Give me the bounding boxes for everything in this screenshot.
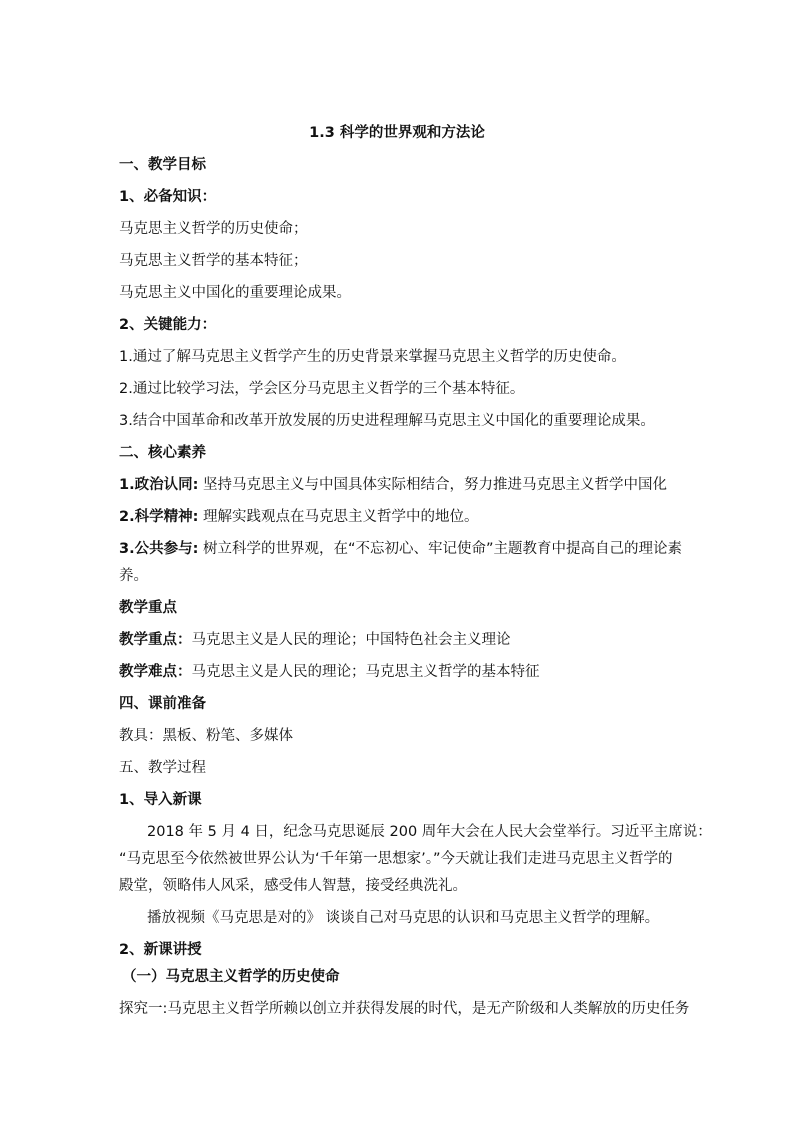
intro-paragraph-line: 2018 年 5 月 4 日，纪念马克思诞辰 200 周年大会在人民大会堂举行。习近平主席说： — [147, 824, 712, 840]
ability-item: 1.通过了解马克思主义哲学产生的历史背景来掌握马克思主义哲学的历史使命。 — [119, 349, 626, 365]
subheading-historical-mission: （一）马克思主义哲学的历史使命 — [122, 969, 340, 985]
knowledge-item: 马克思主义哲学的基本特征； — [119, 253, 308, 269]
difficult-point-label: 教学难点： — [119, 664, 192, 680]
section-heading-objectives: 一、教学目标 — [119, 157, 206, 173]
literacy-text: 理解实践观点在马克思主义哲学中的地位。 — [203, 509, 479, 525]
intro-paragraph-line: “马克思至今依然被世界公认为‘千年第一思想家’。”今天就让我们走进马克思主义哲学的 — [119, 851, 673, 867]
key-point-label: 教学重点： — [119, 632, 192, 648]
subheading-abilities: 2、关键能力： — [119, 317, 217, 333]
video-paragraph: 播放视频《马克思是对的》 谈谈自己对马克思的认识和马克思主义哲学的理解。 — [147, 910, 660, 926]
key-point — [119, 630, 679, 650]
key-point-text: 马克思主义是人民的理论；中国特色社会主义理论 — [191, 632, 511, 648]
literacy-item — [119, 507, 679, 527]
ability-item: 2.通过比较学习法，学会区分马克思主义哲学的三个基本特征。 — [119, 381, 525, 397]
inquiry-paragraph: 探究一:马克思主义哲学所赖以创立并获得发展的时代，是无产阶级和人类解放的历史任务 — [119, 1001, 690, 1017]
literacy-text: 树立科学的世界观，在“不忘初心、牢记使命”主题教育中提高自己的理论素 — [203, 541, 683, 557]
literacy-item — [119, 475, 679, 495]
literacy-text-continued: 养。 — [119, 568, 148, 584]
literacy-label: 2.科学精神: — [119, 509, 199, 525]
knowledge-item: 马克思主义哲学的历史使命； — [119, 221, 308, 237]
section-heading-process: 五、教学过程 — [119, 760, 206, 776]
subheading-knowledge: 1、必备知识： — [119, 189, 217, 205]
section-heading-key-points: 教学重点 — [119, 600, 177, 616]
literacy-text: 坚持马克思主义与中国具体实际相结合，努力推进马克思主义哲学中国化 — [203, 477, 668, 493]
difficult-point-text: 马克思主义是人民的理论；马克思主义哲学的基本特征 — [191, 664, 540, 680]
section-heading-preparation: 四、课前准备 — [119, 696, 206, 712]
intro-paragraph-line: 殿堂，领略伟人风采，感受伟人智慧，接受经典洗礼。 — [119, 878, 467, 894]
subheading-intro: 1、导入新课 — [119, 792, 202, 808]
section-heading-literacy: 二、核心素养 — [119, 445, 206, 461]
subheading-new-lesson: 2、新课讲授 — [119, 942, 202, 958]
literacy-label: 3.公共参与: — [119, 541, 199, 557]
preparation-text: 教具：黑板、粉笔、多媒体 — [119, 728, 293, 744]
literacy-item — [119, 539, 683, 559]
page-title: 1.3 科学的世界观和方法论 — [309, 125, 485, 141]
difficult-point — [119, 662, 679, 682]
literacy-label: 1.政治认同: — [119, 477, 199, 493]
ability-item: 3.结合中国革命和改革开放发展的历史进程理解马克思主义中国化的重要理论成果。 — [119, 413, 655, 429]
knowledge-item: 马克思主义中国化的重要理论成果。 — [119, 285, 351, 301]
